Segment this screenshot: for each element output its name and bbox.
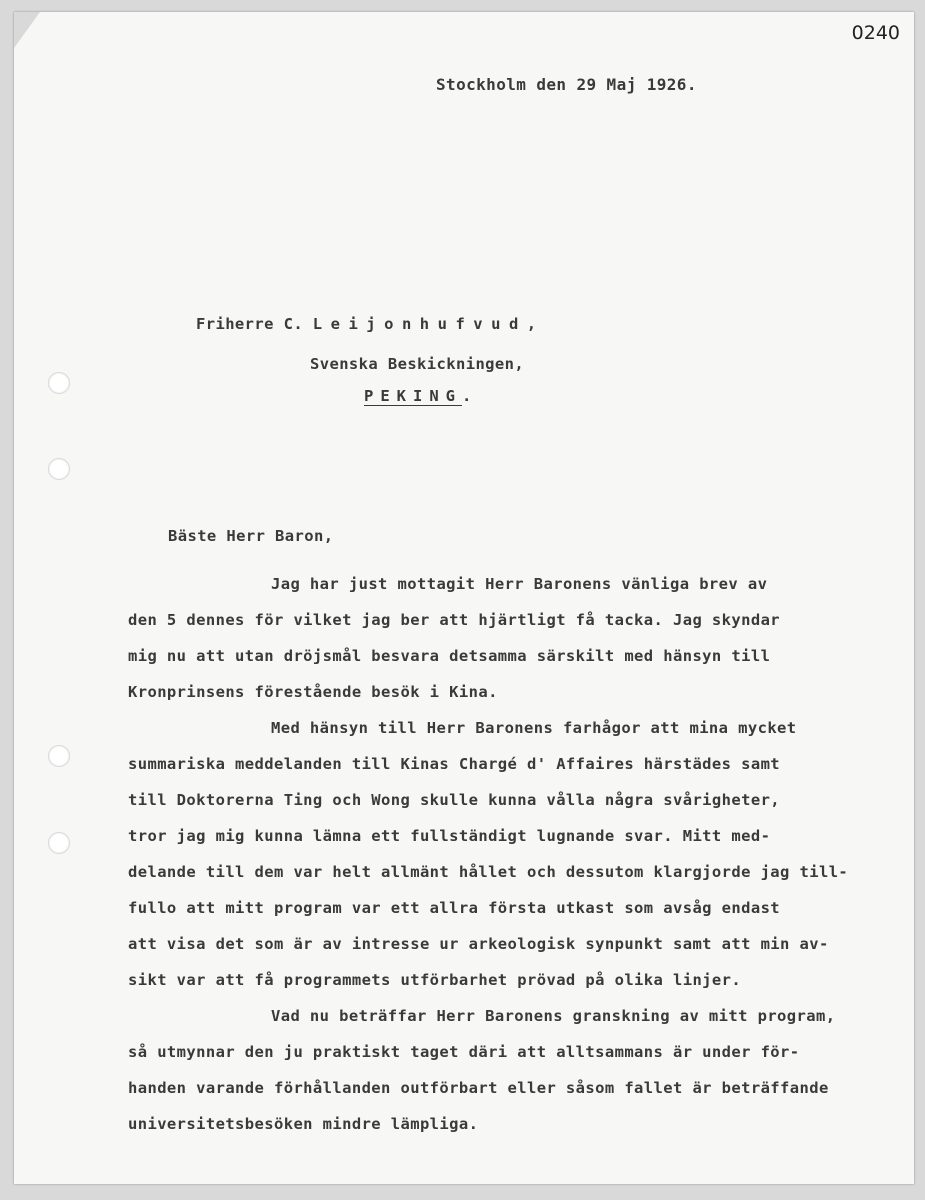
recipient-line <box>196 315 545 333</box>
punch-hole <box>48 372 70 394</box>
letter-page <box>14 12 914 1184</box>
punch-hole <box>48 745 70 767</box>
recipient-name: Leijonhufvud, <box>312 315 545 333</box>
body-line: den 5 dennes för vilket jag ber att hjärtligt få tacka. Jag skyndar <box>128 611 781 629</box>
recipient-prefix: Friherre C. <box>196 315 304 333</box>
folded-corner <box>14 12 40 48</box>
body-line: summariska meddelanden till Kinas Chargé d' Affaires härstädes samt <box>128 755 781 773</box>
date-line: Stockholm den 29 Maj 1926. <box>436 75 697 94</box>
salutation: Bäste Herr Baron, <box>168 527 334 545</box>
punch-hole <box>48 458 70 480</box>
body-line: så utmynnar den ju praktiskt taget däri att alltsammans är under för- <box>128 1043 800 1061</box>
archive-number: 0240 <box>851 22 900 44</box>
body-line: att visa det som är av intresse ur arkeologisk synpunkt samt att min av- <box>128 935 829 953</box>
body-line: handen varande förhållanden outförbart eller såsom fallet är beträffande <box>128 1079 829 1097</box>
body-line: mig nu att utan dröjsmål besvara detsamma särskilt med hänsyn till <box>128 647 771 665</box>
body-line: fullo att mitt program var ett allra första utkast som avsåg endast <box>128 899 781 917</box>
body-line: universitetsbesöken mindre lämpliga. <box>128 1115 479 1133</box>
body-line: Kronprinsens förestående besök i Kina. <box>128 683 498 701</box>
body-line: Jag har just mottagit Herr Baronens vänliga brev av <box>271 575 768 593</box>
body-line: delande till dem var helt allmänt hållet och dessutom klargjorde jag till- <box>128 863 849 881</box>
recipient-city: PEKING <box>364 387 462 405</box>
body-line: Vad nu beträffar Herr Baronens granskning av mitt program, <box>271 1007 836 1025</box>
recipient-legation: Svenska Beskickningen, <box>310 355 525 373</box>
recipient-city-line <box>364 387 472 405</box>
body-line: tror jag mig kunna lämna ett fullständigt lugnande svar. Mitt med- <box>128 827 771 845</box>
body-line: Med hänsyn till Herr Baronens farhågor att mina mycket <box>271 719 797 737</box>
body-line: till Doktorerna Ting och Wong skulle kunna vålla några svårigheter, <box>128 791 781 809</box>
body-line: sikt var att få programmets utförbarhet prövad på olika linjer. <box>128 971 742 989</box>
recipient-city-suffix: . <box>462 387 472 405</box>
punch-hole <box>48 832 70 854</box>
